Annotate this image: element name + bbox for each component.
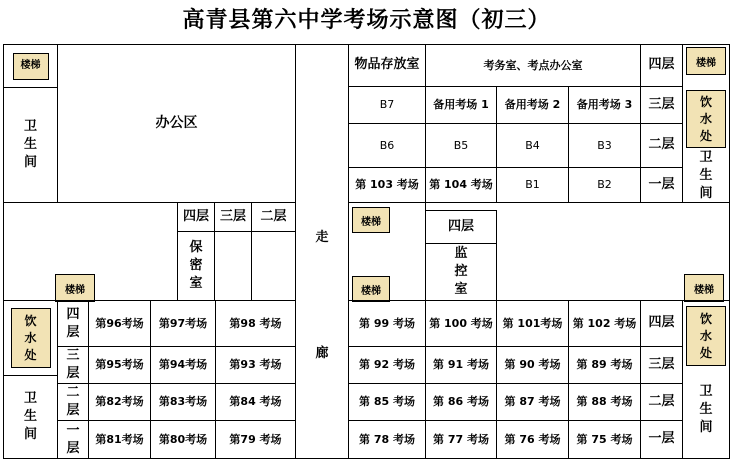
- exam-room: 第79 考场: [215, 420, 296, 459]
- exam-room: 第94考场: [150, 346, 216, 384]
- left-mid-floor4: 四层: [177, 202, 215, 232]
- map-title: 高青县第六中学考场示意图（初三）: [182, 7, 551, 33]
- right-mid-stairs-sign-c: 楼梯: [684, 274, 724, 302]
- right-mid-floor4: 四层: [425, 210, 497, 244]
- left-stairs-cell: [3, 44, 58, 88]
- exam-room: 第 86 考场: [425, 383, 497, 421]
- exam-room: 第93 考场: [215, 346, 296, 384]
- exam-room: 第 101考场: [496, 300, 569, 347]
- left-floor-label: 二 层: [57, 383, 89, 421]
- exam-room: 第 102 考场: [568, 300, 641, 347]
- room-cell: B1: [496, 167, 569, 203]
- right-top-water-sign: 饮 水 处: [686, 90, 726, 148]
- right-mid-stairs-sign-b: 楼梯: [352, 276, 390, 302]
- office-area: 办公区: [57, 44, 296, 203]
- floor-label: 一层: [640, 167, 683, 203]
- floor-label: 三层: [640, 86, 683, 124]
- left-mid-floor3-shaft: [214, 231, 252, 301]
- room-cell: B3: [568, 123, 641, 168]
- floor-label: 一层: [640, 420, 683, 459]
- left-top-stairs-sign: 楼梯: [13, 53, 49, 80]
- left-floor-label: 四 层: [57, 300, 89, 347]
- left-floor-label: 一 层: [57, 420, 89, 459]
- exam-office: 考务室、考点办公室: [425, 44, 641, 87]
- exam-room: 第 90 考场: [496, 346, 569, 384]
- exam-room: 第 99 考场: [348, 300, 426, 347]
- exam-room: 第95考场: [88, 346, 151, 384]
- room-cell: B7: [348, 86, 426, 124]
- exam-room: 第82考场: [88, 383, 151, 421]
- floor-label: 二层: [640, 123, 683, 168]
- corridor: [295, 44, 349, 459]
- exam-room: 第81考场: [88, 420, 151, 459]
- exam-room: 第98 考场: [215, 300, 296, 347]
- right-bottom-toilet: 卫 生 间: [699, 384, 713, 435]
- exam-room: 第 76 考场: [496, 420, 569, 459]
- room-cell: 备用考场 3: [568, 86, 641, 124]
- exam-room: 第 91 考场: [425, 346, 497, 384]
- left-bottom-water-sign: 饮 水 处: [11, 308, 51, 368]
- exam-room: 第 87 考场: [496, 383, 569, 421]
- exam-room: 第 88 考场: [568, 383, 641, 421]
- exam-room: 第 89 考场: [568, 346, 641, 384]
- exam-room: 第 78 考场: [348, 420, 426, 459]
- floor-label: 三层: [640, 346, 683, 384]
- right-top-toilet: 卫 生 间: [699, 150, 713, 201]
- exam-room: 第83考场: [150, 383, 216, 421]
- corridor-label-bottom: 廊: [315, 345, 329, 361]
- right-top-floor4: 四层: [640, 44, 683, 87]
- right-top-stairs-sign: 楼梯: [686, 47, 726, 75]
- left-bottom-water-cell: [3, 300, 58, 376]
- room-cell: 备用考场 2: [496, 86, 569, 124]
- room-cell: B2: [568, 167, 641, 203]
- exam-room: 第 77 考场: [425, 420, 497, 459]
- room-cell: 备用考场 1: [425, 86, 497, 124]
- left-mid-floor2: 二层: [251, 202, 296, 232]
- floor-label: 二层: [640, 383, 683, 421]
- right-bottom-water-sign: 饮 水 处: [686, 306, 726, 366]
- room-cell: B4: [496, 123, 569, 168]
- storage-room: 物品存放室: [348, 44, 426, 87]
- exam-room: 第 75 考场: [568, 420, 641, 459]
- left-mid-floor3: 三层: [214, 202, 252, 232]
- exam-room: 第84 考场: [215, 383, 296, 421]
- left-floor-label: 三 层: [57, 346, 89, 384]
- exam-room: 第80考场: [150, 420, 216, 459]
- right-mid-stairs-sign-a: 楼梯: [352, 207, 390, 233]
- exam-room: 第 85 考场: [348, 383, 426, 421]
- floor-label: 四层: [640, 300, 683, 347]
- room-cell: B6: [348, 123, 426, 168]
- room-cell: B5: [425, 123, 497, 168]
- left-top-toilet: 卫 生 间: [3, 87, 58, 203]
- corridor-label-top: 走: [315, 229, 329, 245]
- left-mid-floor2-shaft: [251, 231, 296, 301]
- left-bottom-stairs-sign: 楼梯: [55, 274, 95, 302]
- room-cell: 第 103 考场: [348, 167, 426, 203]
- exam-room: 第96考场: [88, 300, 151, 347]
- room-cell: 第 104 考场: [425, 167, 497, 203]
- left-bottom-toilet: 卫 生 间: [3, 375, 58, 459]
- monitor-room: 监 控 室: [425, 243, 497, 301]
- security-room: 保 密 室: [177, 231, 215, 301]
- exam-room: 第 92 考场: [348, 346, 426, 384]
- exam-room: 第 100 考场: [425, 300, 497, 347]
- exam-room: 第97考场: [150, 300, 216, 347]
